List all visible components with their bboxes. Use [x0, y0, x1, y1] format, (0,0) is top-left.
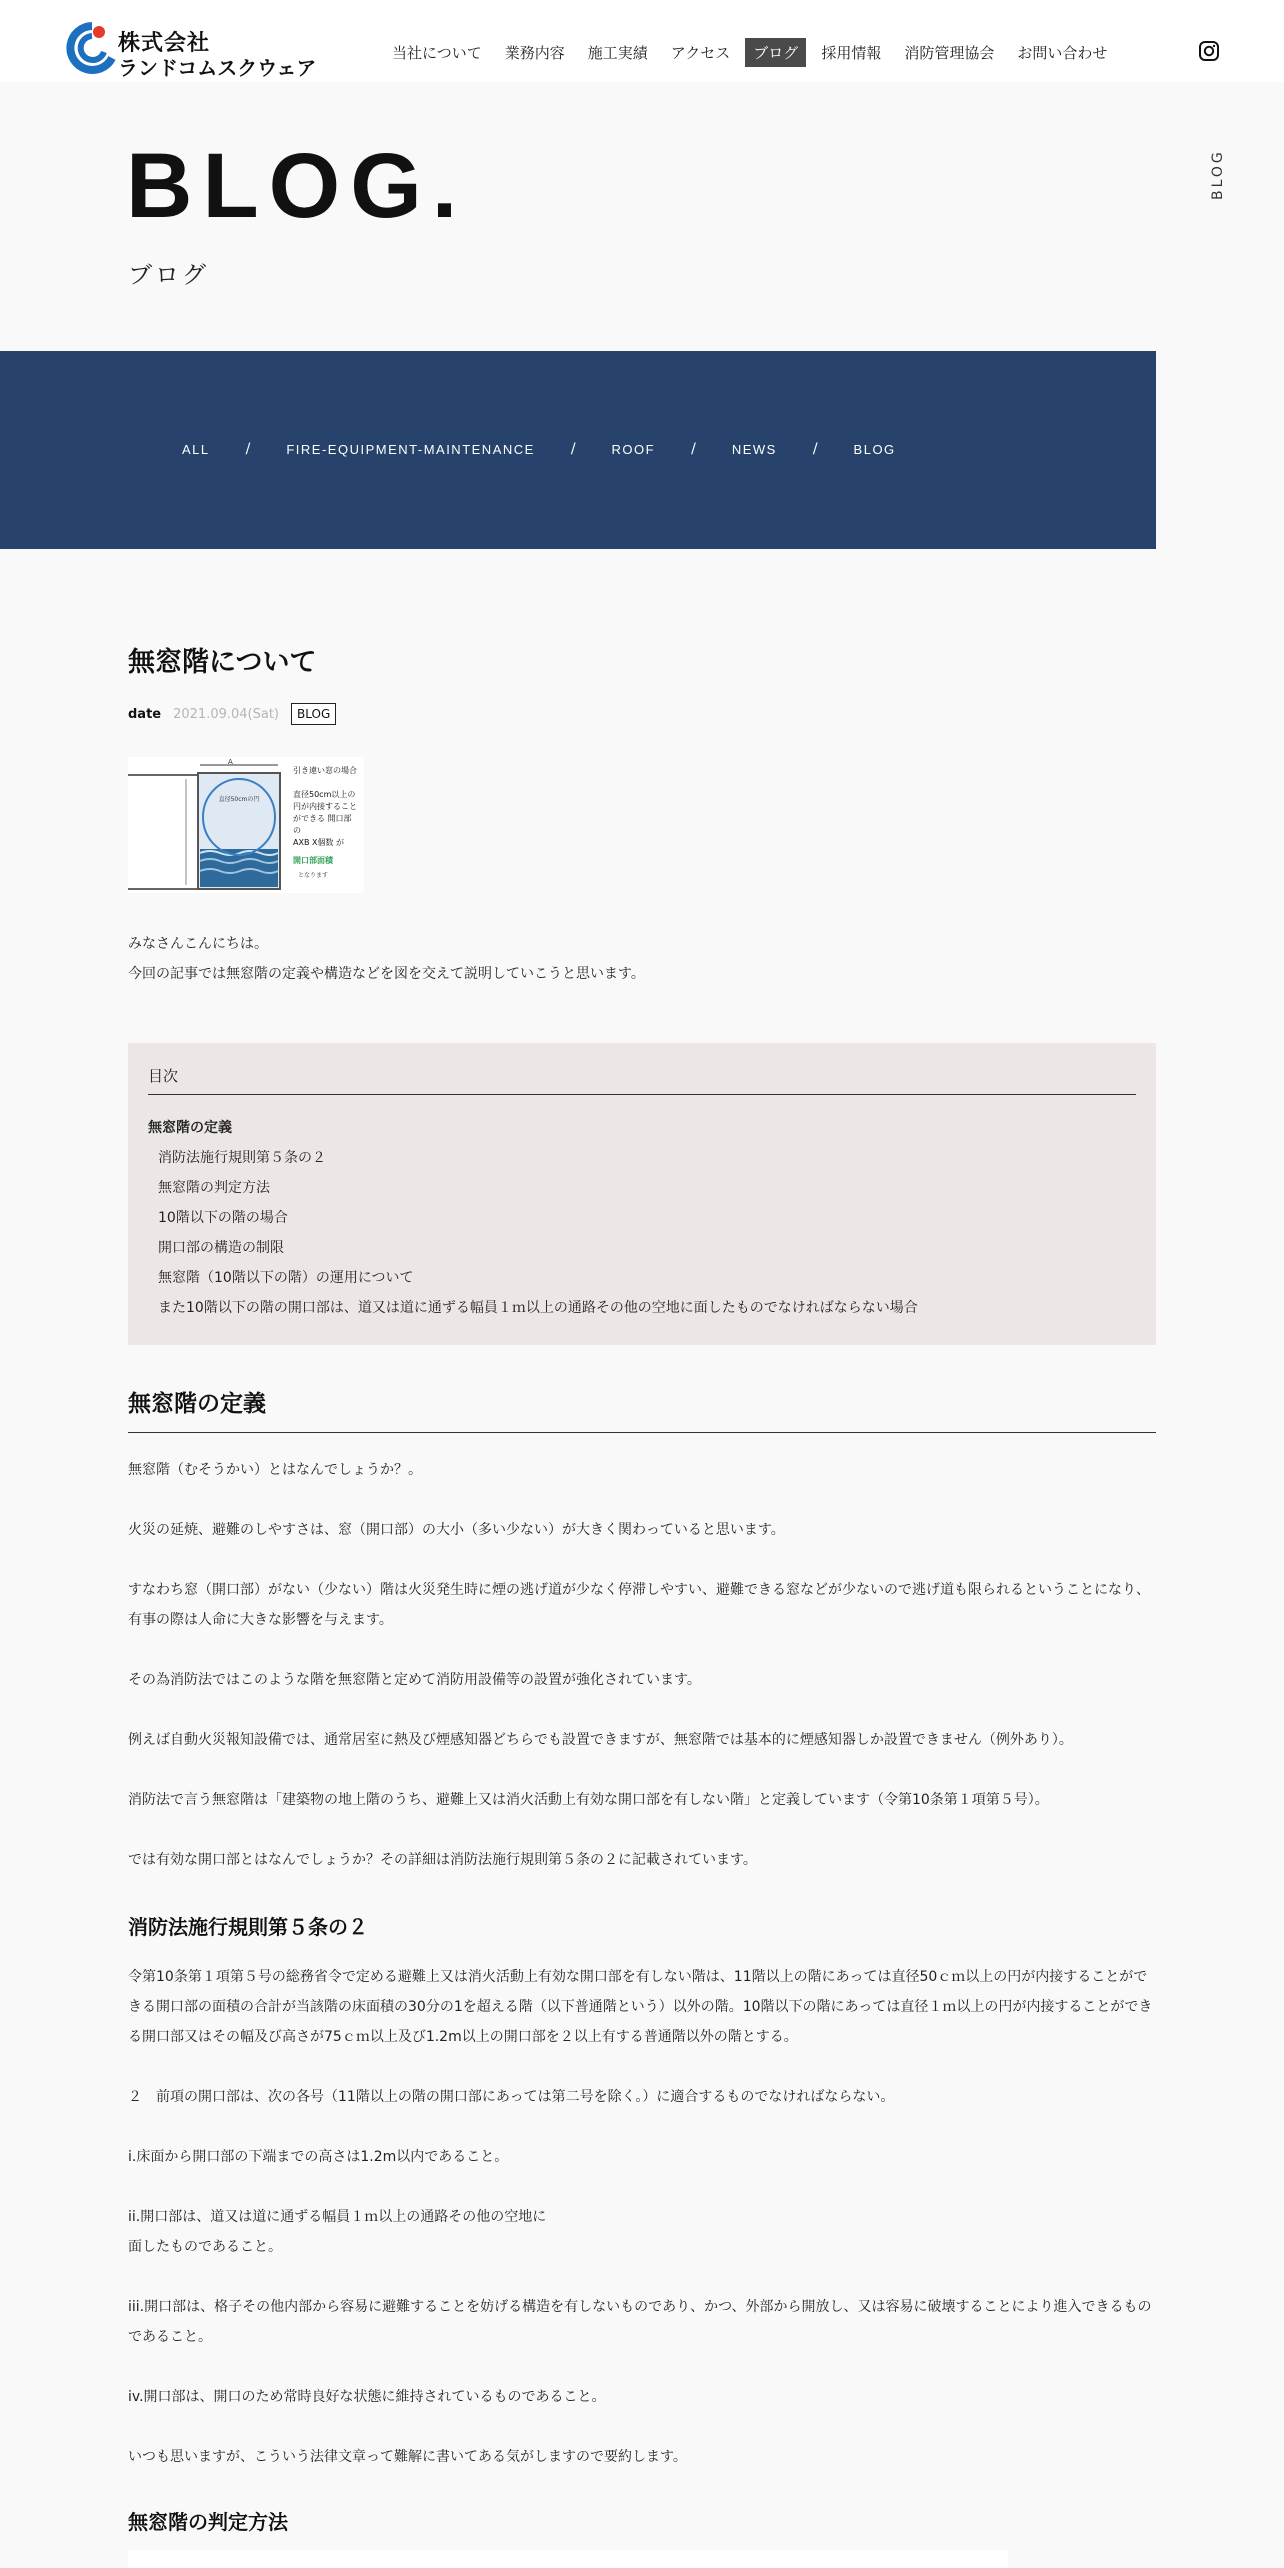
toc-item[interactable]: 開口部の構造の制限 — [158, 1240, 284, 1256]
post-intro — [128, 929, 1156, 989]
content-box-partial — [128, 2550, 1008, 2568]
paragraph: iv.開口部は、開口のため常時良好な状態に維持されているものであること。 — [128, 2389, 606, 2405]
nav-item-about[interactable]: 当社について — [392, 43, 482, 62]
section-heading-definition: 無窓階の定義 — [128, 1385, 1156, 1433]
nav-item-contact[interactable]: お問い合わせ — [1017, 43, 1108, 62]
svg-text:の: の — [293, 826, 301, 835]
nav-item-fire-association[interactable]: 消防管理協会 — [904, 43, 995, 62]
section-heading-judgement: 無窓階の判定方法 — [128, 2510, 288, 2534]
instagram-icon[interactable] — [1198, 40, 1220, 62]
logo-text-line1: 株式会社 — [118, 31, 211, 56]
nav-item-services[interactable]: 業務内容 — [504, 43, 565, 62]
paragraph: その為消防法ではこのような階を無窓階と定めて消防用設備等の設置が強化されています。 — [128, 1672, 701, 1688]
category-link-news[interactable]: NEWS — [731, 441, 777, 457]
svg-text:AXB X個数 が: AXB X個数 が — [293, 838, 345, 847]
table-of-contents — [128, 1043, 1156, 1345]
svg-text:A: A — [228, 758, 233, 766]
category-separator: / — [691, 441, 696, 457]
nav-item-blog[interactable]: ブログ — [745, 38, 806, 67]
svg-text:直径50cm以上の: 直径50cm以上の — [293, 790, 356, 799]
category-link-all[interactable]: ALL — [182, 441, 210, 457]
company-logo[interactable] — [66, 22, 326, 78]
svg-text:となります: となります — [298, 872, 329, 879]
toc-title: 目次 — [148, 1065, 1136, 1095]
paragraph: iii.開口部は、格子その他内部から容易に避難することを妨げる構造を有しないものであり、かつ、外部から開放し、又は容易に破壊することにより進入できるものであること。 — [128, 2299, 1152, 2345]
paragraph: 火災の延焼、避難のしやすさは、窓（開口部）の大小（多い少ない）が大きく関わっていると思います。 — [128, 1522, 785, 1538]
diagram-caption: 引き違い窓の場合 — [293, 766, 357, 775]
nav-item-works[interactable]: 施工実績 — [587, 43, 648, 62]
post-thumbnail — [128, 757, 364, 893]
page-subtitle: ブログ — [128, 261, 209, 289]
site-header — [0, 0, 1284, 82]
page-title: BLOG. — [126, 135, 468, 237]
svg-text:開口部面積: 開口部面積 — [293, 856, 333, 865]
svg-text:円が内接すること: 円が内接すること — [293, 802, 357, 811]
paragraph: 令第10条第１項第５号の総務省令で定める避難上又は消火活動上有効な開口部を有しない階は、11階以上の階にあっては直径50ｃｍ以上の円が内接することができる開口部の面積の合計が当該階の床面積の30分の1を超える階（以下普通階という）以外の階。10階以下の階にあっては直径１ｍ以上の円が内接することができる開口部又はその幅及び高さが75ｃｍ以上及び1.2m以上の開口部を２以上有する普通階以外の階とする。 — [128, 1969, 1153, 2045]
main-nav — [384, 38, 1122, 66]
category-separator: / — [245, 441, 251, 457]
category-separator: / — [570, 441, 576, 457]
toc-item[interactable]: 消防法施行規則第５条の２ — [158, 1150, 326, 1166]
nav-item-recruit[interactable]: 採用情報 — [821, 43, 882, 62]
nav-item-access[interactable]: アクセス — [670, 43, 731, 62]
logo-text-line2: ランドコムスクウェア — [118, 56, 317, 80]
paragraph: ２ 前項の開口部は、次の各号（11階以上の階の開口部にあっては第二号を除く。）に適合するものでなければならない。 — [128, 2089, 895, 2105]
toc-item[interactable]: 無窓階の定義 — [148, 1120, 232, 1136]
paragraph: いつも思いますが、こういう法律文章って難解に書いてある気がしますので要約します。 — [128, 2449, 687, 2465]
intro-line: 今回の記事では無窓階の定義や構造などを図を交えて説明していこうと思います。 — [128, 966, 645, 982]
paragraph: すなわち窓（開口部）がない（少ない）階は火災発生時に煙の逃げ道が少なく停滞しやすい、避難できる窓などが少ないので逃げ道も限られるということになり、有事の際は人命に大きな影響を与えます。 — [128, 1582, 1150, 1628]
paragraph: 消防法で言う無窓階は「建築物の地上階のうち、避難上又は消火活動上有効な開口部を有しない階」と定義しています（令第10条第１項第５号）。 — [128, 1792, 1049, 1808]
post-tag[interactable]: BLOG — [291, 703, 336, 725]
logo-mark-icon — [66, 22, 118, 76]
paragraph: ii.開口部は、道又は道に通ずる幅員１ｍ以上の通路その他の空地に — [128, 2209, 547, 2225]
paragraph: 例えば自動火災報知設備では、通常居室に熱及び煙感知器どちらでも設置できますが、無窓階では基本的に煙感知器しか設置できません（例外あり）。 — [128, 1732, 1073, 1748]
post-meta — [128, 703, 1156, 725]
date-label: date — [128, 706, 162, 722]
paragraph: 無窓階（むそうかい）とはなんでしょうか？。 — [128, 1462, 422, 1478]
blog-article — [128, 640, 1156, 2535]
paragraph: では有効な開口部とはなんでしょうか？その詳細は消防法施行規則第５条の２に記載されています。 — [128, 1852, 757, 1868]
category-link-blog[interactable]: BLOG — [853, 441, 896, 457]
diagram-window-label: 直径50cmの円 — [218, 796, 260, 803]
category-band — [0, 351, 1156, 549]
section-heading-regulation: 消防法施行規則第５条の２ — [128, 1915, 368, 1939]
category-link-fire-equipment[interactable]: FIRE-EQUIPMENT-MAINTENANCE — [286, 441, 535, 457]
toc-item[interactable]: 無窓階の判定方法 — [158, 1180, 270, 1196]
post-date: 2021.09.04(Sat) — [173, 706, 280, 722]
section-definition-body — [128, 1455, 1156, 1875]
svg-text:ができる 開口部: ができる 開口部 — [293, 814, 352, 823]
window-diagram-image — [128, 757, 364, 893]
intro-line: みなさんこんにちは。 — [128, 936, 268, 952]
toc-item[interactable]: 無窓階（10階以下の階）の運用について — [158, 1270, 414, 1286]
paragraph: i.床面から開口部の下端までの高さは1.2m以内であること。 — [128, 2149, 509, 2165]
category-list — [182, 441, 896, 457]
category-link-roof[interactable]: ROOF — [611, 441, 656, 457]
paragraph: 面したものであること。 — [128, 2239, 282, 2255]
toc-item[interactable]: 10階以下の階の場合 — [158, 1210, 288, 1226]
section-regulation-body — [128, 1962, 1156, 2472]
toc-item[interactable]: また10階以下の階の開口部は、道又は道に通ずる幅員１ｍ以上の通路その他の空地に面したものでなければならない場合 — [158, 1300, 918, 1316]
post-title: 無窓階について — [128, 647, 317, 678]
toc-list — [148, 1113, 1136, 1323]
side-vertical-label: BLOG — [1210, 149, 1226, 200]
category-separator: / — [812, 441, 818, 457]
